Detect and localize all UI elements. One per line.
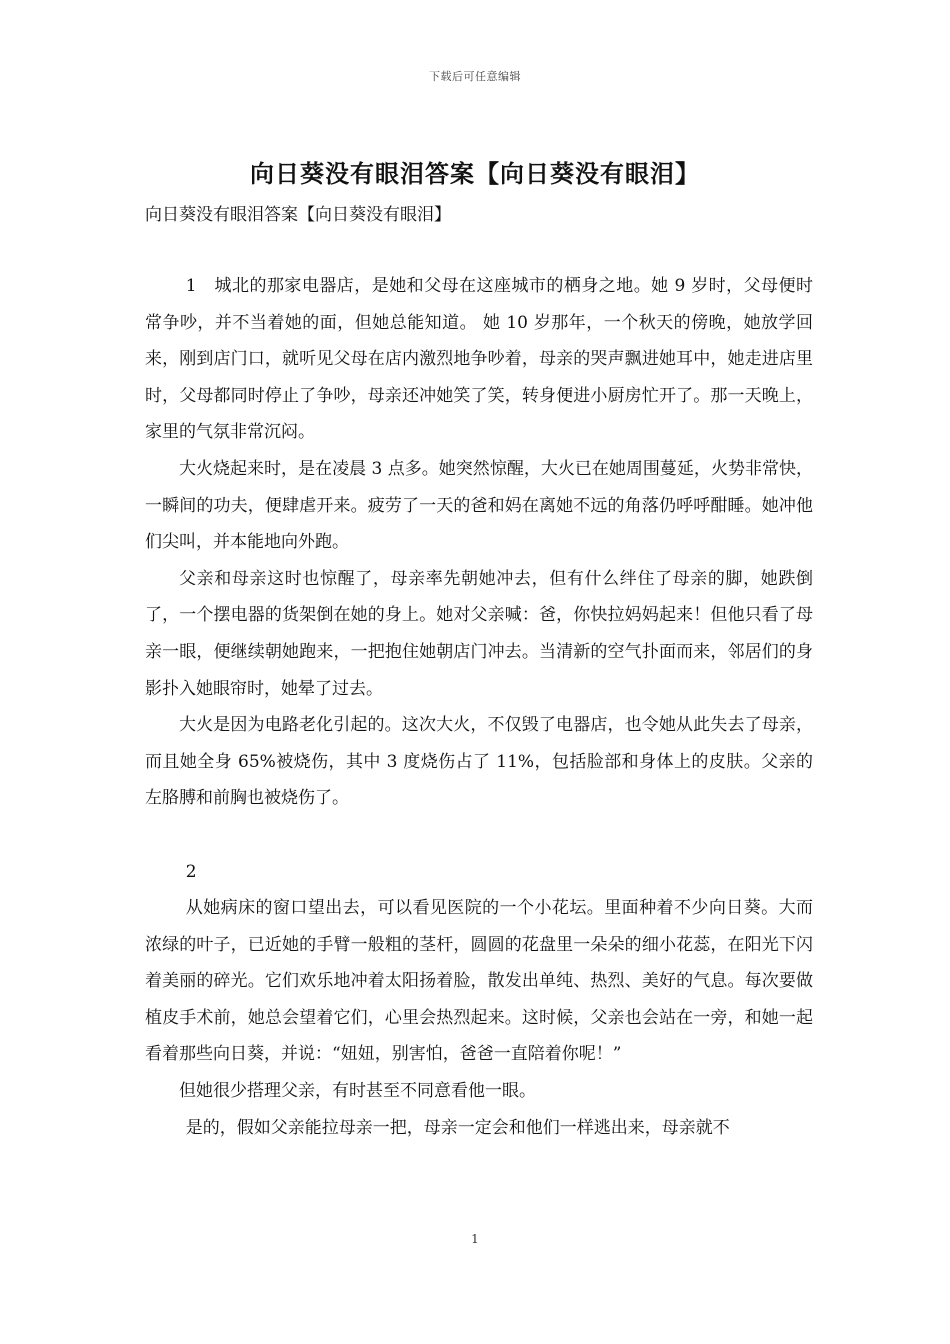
header-note: 下载后可任意编辑 (429, 70, 521, 83)
spacer (145, 817, 813, 854)
paragraph-4: 大火是因为电路老化引起的。这次大火，不仅毁了电器店，也令她从此失去了母亲，而且她全身 65%被烧伤，其中 3 度烧伤占了 11%，包括脸部和身体上的皮肤。父亲的左胳膊和前胸也被烧伤了。 (145, 715, 813, 809)
document-body (145, 268, 813, 1146)
page-number: 1 (471, 1232, 479, 1246)
paragraph-3: 父亲和母亲这时也惊醒了，母亲率先朝她冲去，但有什么绊住了母亲的脚，她跌倒了，一个摆电器的货架倒在她的身上。她对父亲喊：爸，你快拉妈妈起来！但他只看了母亲一眼，便继续朝她跑来，一把抱住她朝店门冲去。当清新的空气扑面而来，邻居们的身影扑入她眼帘时，她晕了过去。 (145, 568, 813, 699)
paragraph-1: 1 城北的那家电器店，是她和父母在这座城市的栖身之地。她 9 岁时，父母便时常争吵，并不当着她的面，但她总能知道。 她 10 岁那年，一个秋天的傍晚，她放学回来，刚到店门口，就听见父母在店内激烈地争吵着，母亲的哭声飘进她耳中，她走进店里时，父母都同时停止了争吵，母亲还冲她笑了笑，转身便进小厨房忙开了。那一天晚上，家里的气氛非常沉闷。 (145, 276, 813, 443)
paragraph-5: 从她病床的窗口望出去，可以看见医院的一个小花坛。里面种着不少向日葵。大而浓绿的叶子，已近她的手臂一般粗的茎杆，圆圆的花盘里一朵朵的细小花蕊，在阳光下闪着美丽的碎光。它们欢乐地冲着太阳扬着脸，散发出单纯、热烈、美好的气息。每次要做植皮手术前，她总会望着它们，心里会热烈起来。这时候，父亲也会站在一旁，和她一起看着那些向日葵，并说：“妞妞，别害怕，爸爸一直陪着你呢！” (145, 898, 813, 1065)
document-subtitle: 向日葵没有眼泪答案【向日葵没有眼泪】 (145, 205, 451, 225)
section-marker-2: 2 (185, 861, 197, 882)
paragraph-7: 是的，假如父亲能拉母亲一把，母亲一定会和他们一样逃出来，母亲就不 (185, 1117, 730, 1138)
paragraph-2: 大火烧起来时，是在凌晨 3 点多。她突然惊醒，大火已在她周围蔓延，火势非常快，一瞬间的功夫，便肆虐开来。疲劳了一天的爸和妈在离她不远的角落仍呼呼酣睡。她冲他们尖叫，并本能地向外跑。 (145, 458, 813, 553)
document-title: 向日葵没有眼泪答案【向日葵没有眼泪】 (250, 160, 700, 188)
paragraph-6: 但她很少搭理父亲，有时甚至不同意看他一眼。 (179, 1081, 536, 1102)
